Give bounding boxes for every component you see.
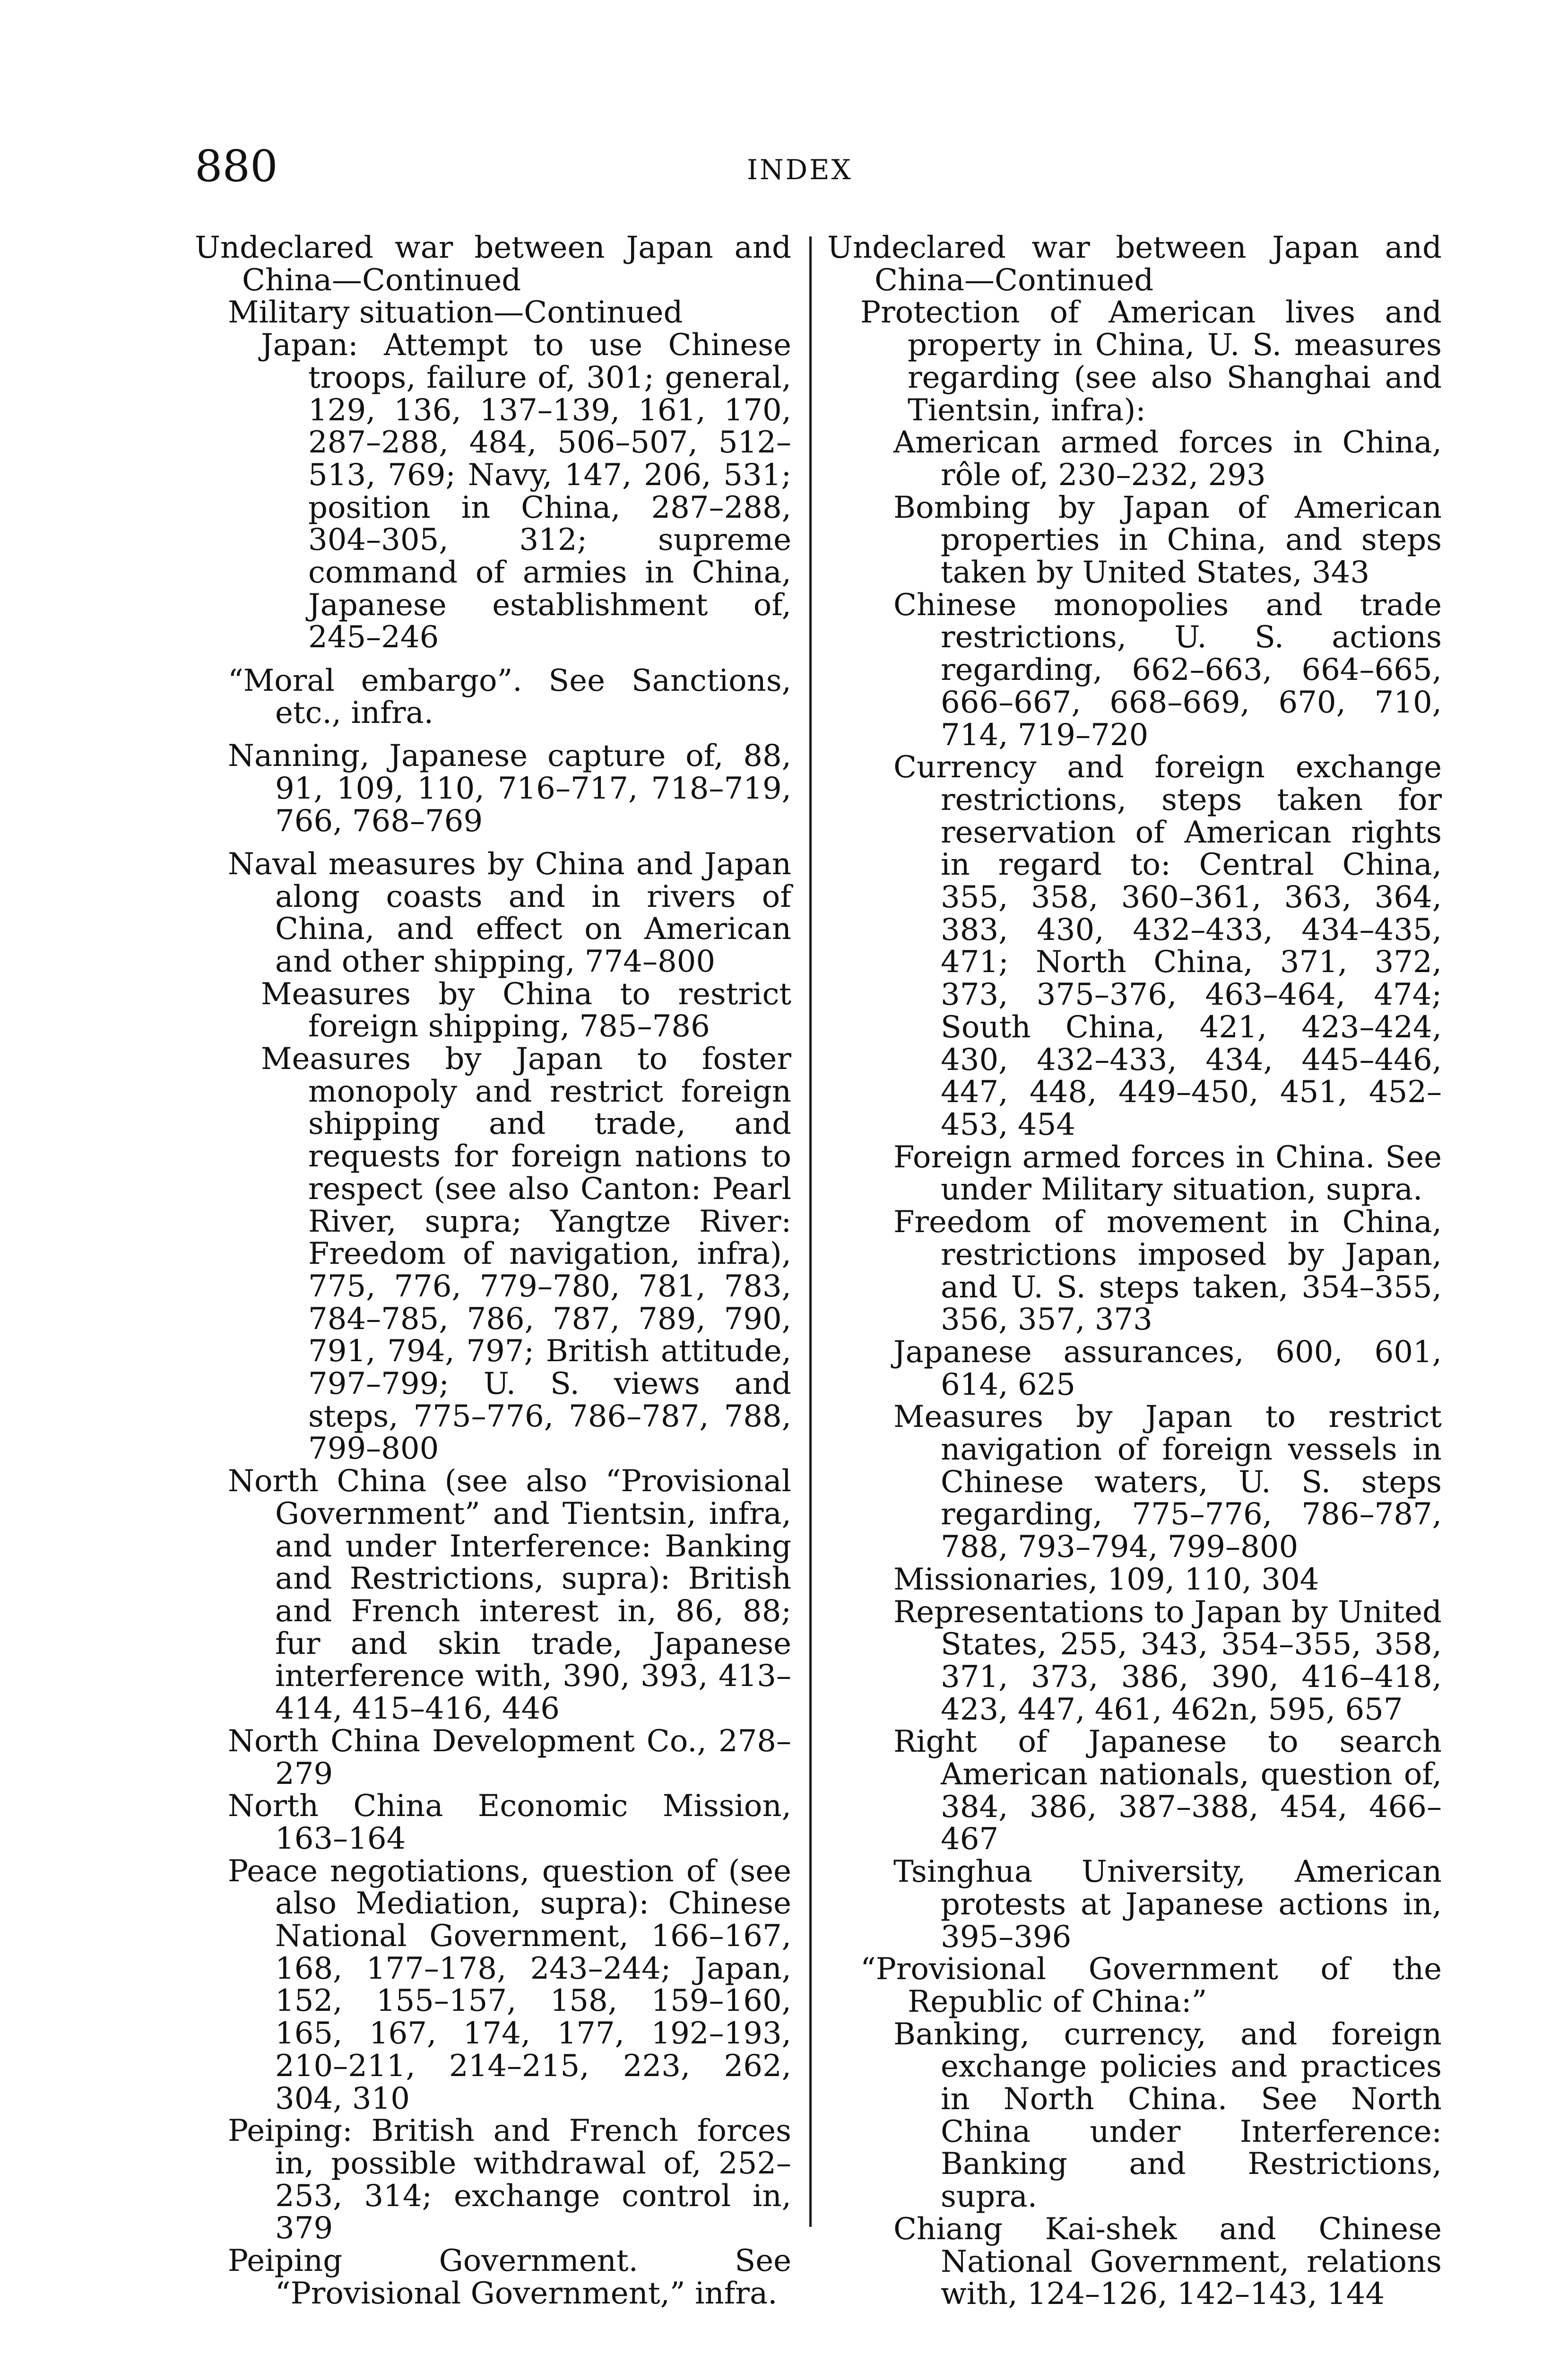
index-heading: Undeclared war between Japan and China—Continued [195, 230, 791, 298]
index-entry: North China Development Co., 278–279 [228, 1723, 791, 1791]
index-entry: Banking, currency, and foreign exchange policies and practices in North China. See North China under Interference: Banking and Restrictions, supra. [893, 2016, 1442, 2215]
index-heading: Undeclared war between Japan and China—Continued [827, 230, 1442, 298]
index-entry: Tsinghua University, American protests at Japanese actions in, 395–396 [893, 1854, 1442, 1955]
index-entry: Nanning, Japanese capture of, 88, 91, 109, 110, 716–717, 718–719, 766, 768–769 [228, 739, 791, 839]
index-entry: Chinese monopolies and trade restrictions, U. S. actions regarding, 662–663, 664–665, 666–667, 668–669, 670, 710, 714, 719–720 [893, 587, 1442, 753]
index-entry: North China (see also “Provisional Government” and Tientsin, infra, and under Interference: Banking and Restrictions, supra): British and French interest in, 86, 88; fur and skin trade, Japanese interference with, 390, 393, 413–414, 415–416, 446 [228, 1464, 791, 1727]
right-index-column [827, 232, 1442, 2311]
index-entry: North China Economic Mission, 163–164 [228, 1789, 791, 1856]
index-entry: Peace negotiations, question of (see also Mediation, supra): Chinese National Government, 166–167, 168, 177–178, 243–244; Japan, 152, 155–157, 158, 159–160, 165, 167, 174, 177, 192–193, 210–211, 214–215, 223, 262, 304, 310 [228, 1853, 791, 2116]
index-entry: Bombing by Japan of American properties in China, and steps taken by United States, 343 [893, 490, 1442, 591]
index-entry: Currency and foreign exchange restrictions, steps taken for reservation of American rights in regard to: Central China, 355, 358, 360–361, 363, 364, 383, 430, 432–433, 434–435, 471; North China, 371, 372, 373, 375–376, 463–464, 474; South China, 421, 423–424, 430, 432–433, 434, 445–446, 447, 448, 449–450, 451, 452–453, 454 [893, 750, 1442, 1142]
page-number: 880 [195, 141, 278, 191]
index-subheading: Military situation—Continued [228, 295, 683, 330]
index-subheading: Protection of American lives and property in China, U. S. measures regarding (see also Shanghai and Tientsin, infra): [860, 295, 1442, 428]
index-entry: Peiping Government. See “Provisional Government,” infra. [228, 2243, 791, 2311]
index-entry: Naval measures by China and Japan along coasts and in rivers of China, and effect on American and other shipping, 774–800 [228, 846, 791, 979]
index-entry: “Moral embargo”. See Sanctions, etc., infra. [228, 663, 791, 731]
running-head: INDEX [747, 154, 853, 186]
index-entry: Representations to Japan by United States, 255, 343, 354–355, 358, 371, 373, 386, 390, 416–418, 423, 447, 461, 462n, 595, 657 [893, 1594, 1442, 1727]
index-entry: Japanese assurances, 600, 601, 614, 625 [893, 1334, 1442, 1402]
index-entry: Missionaries, 109, 110, 304 [893, 1562, 1319, 1597]
index-entry: Japan: Attempt to use Chinese troops, failure of, 301; general, 129, 136, 137–139, 161, 170, 287–288, 484, 506–507, 512–513, 769; Navy, 147, 206, 531; position in China, 287–288, 304–305, 312; supreme command of armies in China, Japanese establishment of, 245–246 [261, 328, 791, 655]
left-index-column [195, 232, 791, 2310]
index-entry: American armed forces in China, rôle of, 230–232, 293 [893, 425, 1442, 493]
index-entry: Right of Japanese to search American nationals, question of, 384, 386, 387–388, 454, 466–467 [893, 1724, 1442, 1857]
index-entry: Measures by Japan to restrict navigation of foreign vessels in Chinese waters, U. S. steps regarding, 775–776, 786–787, 788, 793–794, 799–800 [893, 1399, 1442, 1565]
index-entry: Measures by Japan to foster monopoly and restrict foreign shipping and trade, and requests for foreign nations to respect (see also Canton: Pearl River, supra; Yangtze River: Freedom of navigation, infra), 775, 776, 779–780, 781, 783, 784–785, 786, 787, 789, 790, 791, 794, 797; British attitude, 797–799; U. S. views and steps, 775–776, 786–787, 788, 799–800 [261, 1042, 791, 1467]
index-entry: Measures by China to restrict foreign shipping, 785–786 [261, 976, 791, 1044]
index-entry: Freedom of movement in China, restrictions imposed by Japan, and U. S. steps taken, 354–355, 356, 357, 373 [893, 1205, 1442, 1338]
index-subheading: “Provisional Government of the Republic of China:” [860, 1952, 1442, 2019]
column-divider [809, 236, 812, 2227]
index-entry: Chiang Kai-shek and Chinese National Government, relations with, 124–126, 142–143, 144 [893, 2211, 1442, 2312]
index-entry: Peiping: British and French forces in, possible withdrawal of, 252–253, 314; exchange control in, 379 [228, 2113, 791, 2246]
index-entry: Foreign armed forces in China. See under Military situation, supra. [893, 1139, 1442, 1208]
